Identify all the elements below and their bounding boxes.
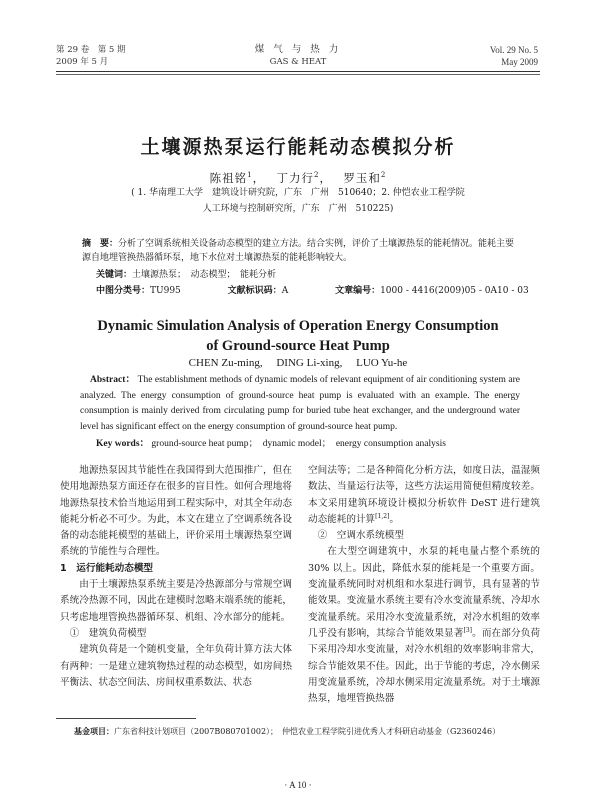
funding-note [74, 726, 500, 737]
clc-value: TU995 [150, 286, 181, 296]
authors-cn: 陈祖铭$^1$， 丁力行$^2$， 罗玉和$^2$ [209, 171, 387, 185]
journal-name-en: GAS & HEAT [269, 57, 327, 67]
author-name: 罗玉和 [343, 171, 381, 185]
volume-issue-en: Vol. 29 No. 5 [489, 45, 538, 55]
keywords-cn-label: 关键词： [96, 270, 133, 280]
doc-code-value: A [281, 286, 289, 296]
body-paragraph: 由于土壤源热泵系统主要是冷热源部分与常规空调系统冷热源不同，因此在建模时忽略末端系统的能耗，只考虑地埋管换热器循环泵、机组、冷水部分的能耗。 [60, 579, 292, 623]
paper-title-en-line-1: Dynamic Simulation Analysis of Operation Energy Consumption [97, 318, 499, 334]
body-paragraph: 建筑负荷是一个随机变量，全年负荷计算方法大体有两种：一是建立建筑物热过程的动态模型，如房间热平衡法、状态空间法、房间权重系数法、状态 [60, 644, 292, 688]
running-header-right [490, 44, 538, 68]
abstract-cn [82, 237, 518, 265]
author-affil-mark: 2 [314, 171, 320, 180]
classification-line [96, 283, 573, 296]
body-paragraph: 在大型空调建筑中，水泵的耗电量占整个系统的 30% 以上。因此，降低水泵的能耗是一个重要方面。变流量系统同时对机组和水泵进行调节，具有显著的节能效果。变流量水系统主要有冷水变流量系统、冷却水变流量系统。采用冷水变流量系统，对冷水机组的效率几乎没有影响，其综合节能效果显著[3]。而在部分负荷下采用冷却水变流量，对冷水机组的效率影响非常大，综合节能效果不佳。因此，出于节能的考虑，冷水侧采用变流量系统，冷却水侧采用定流量系统。对于土壤源热泵，地埋管换热器 [308, 546, 541, 705]
body-paragraph-continued: 空间法等；二是各种简化分析方法，如度日法，温湿频数法、当量运行法等，这些方法运用简便但精度较差。本文采用建筑环境设计模拟分析软件 DeST 进行建筑动态能耗的计算[1,2]。 [308, 465, 540, 525]
citation-ref: [1,2] [375, 512, 390, 520]
paper-title-en-line-2: of Ground-source Heat Pump [206, 338, 390, 354]
keywords-en-text: ground-source heat pump； dynamic model； energy consumption analysis [151, 439, 446, 449]
abstract-cn-text: 分析了空调系统相关设备动态模型的建立方法。结合实例，评价了土壤源热泵的能耗情况。能耗主要源自地埋管换热器循环泵，地下水位对土壤源热泵的能耗影响较大。 [82, 239, 515, 263]
subsection-heading: ② 空调水系统模型 [317, 530, 404, 542]
authors-en: CHEN Zu-ming, DING Li-xing, LUO Yu-he [188, 357, 408, 369]
issue-date-en: May 2009 [501, 57, 538, 67]
header-rule-thin [56, 74, 540, 75]
affiliation-line-1: ( 1. 华南理工大学 建筑设计研究院，广东 广州 510640；2. 仲恺农业工程学院 [131, 188, 465, 198]
funding-text: 广东省科技计划项目（2007B080701002）； 仲恺农业工程学院引进优秀人才科研启动基金（G2360246） [114, 727, 501, 736]
subsection-heading: ① 建筑负荷模型 [69, 627, 147, 639]
affiliation-line-2: 人工环境与控制研究所，广东 广州 510225) [202, 204, 394, 214]
body-paragraph: 地源热泵因其节能性在我国得到大范围推广，但在使用地源热泵方面还存在很多的盲目性。如何合理地将地源热泵技术恰当地运用到工程实际中，对其全年动态能耗分析必不可少。为此，本文在建立了空调系统各设备的动态能耗模型的基础上，评价采用土壤源热泵空调系统的节能性与合理性。 [60, 465, 292, 558]
footnote-rule [56, 718, 196, 719]
clc-label: 中图分类号： [96, 286, 151, 296]
doc-code-label: 文献标识码： [227, 286, 282, 296]
author-affil-mark: 1 [247, 171, 253, 180]
section-heading: 1 运行能耗动态模型 [60, 562, 154, 574]
keywords-cn-text: 土壤源热泵； 动态模型； 能耗分析 [132, 270, 277, 280]
citation-ref: [3] [463, 626, 472, 634]
header-rule [56, 71, 540, 72]
issue-date-cn: 2009 年 5 月 [56, 57, 109, 67]
author-name: 陈祖铭 [209, 171, 248, 185]
keywords-en [96, 435, 446, 449]
article-number-value: 1000 - 4416(2009)05 - 0A10 - 03 [380, 286, 529, 296]
abstract-en-text: The establishment methods of dynamic models of relevant equipment of air conditioning system are analyzed. The energy consumption of ground-source heat pump is evaluated with an example. The energy consumption is mainly derived from circulating pump for buried tube heat exchanger, and the underground water level has significant effect on the energy consumption of ground-source heat pump. [80, 375, 521, 432]
funding-label: 基金项目： [74, 727, 114, 736]
abstract-en-label: Abstract： [90, 375, 136, 385]
body-column-left [60, 463, 292, 691]
body-column-right [308, 463, 540, 707]
keywords-cn [96, 267, 276, 280]
paper-title-en [0, 316, 596, 356]
volume-issue: 第 29 卷 第 5 期 [56, 45, 126, 55]
keywords-en-label: Key words： [96, 439, 150, 449]
page-number: · A 10 · [284, 780, 312, 790]
abstract-en [80, 373, 520, 435]
article-number-label: 文章编号： [335, 286, 381, 296]
author-name: 丁力行 [276, 171, 315, 185]
abstract-cn-label: 摘 要： [82, 239, 119, 249]
author-affil-mark: 2 [380, 171, 387, 180]
journal-name-cn: 煤 气 与 热 力 [254, 44, 342, 55]
paper-title-cn: 土壤源热泵运行能耗动态模拟分析 [140, 136, 456, 158]
